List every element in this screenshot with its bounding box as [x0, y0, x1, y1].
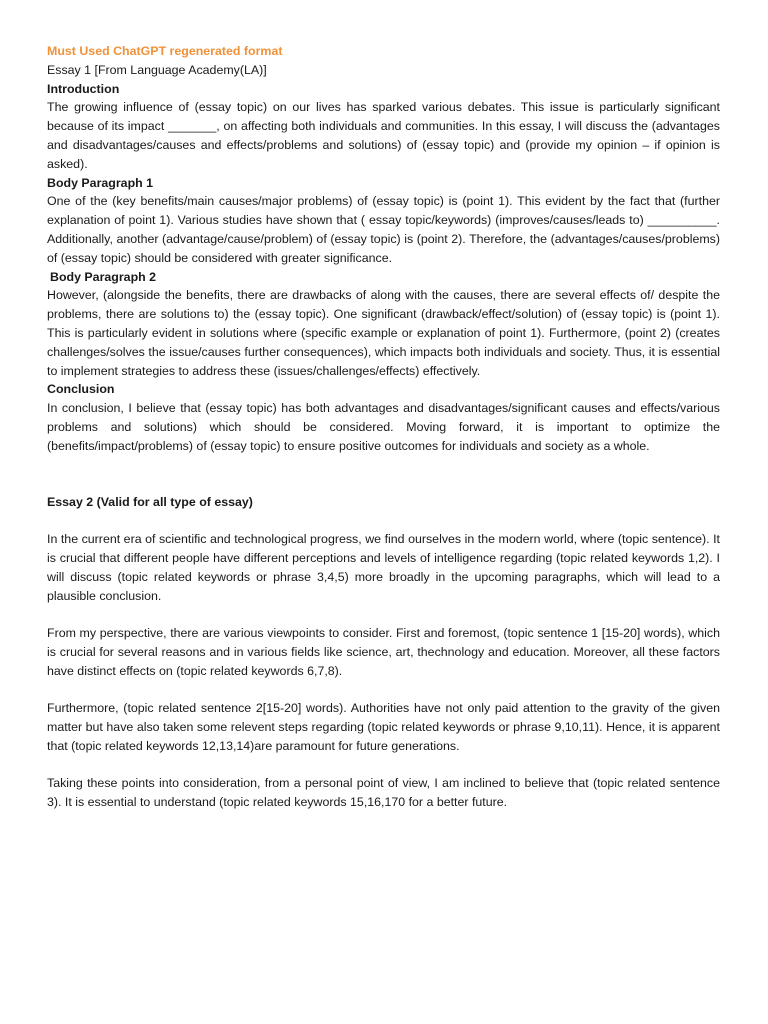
- essay1-conclusion-heading: Conclusion: [47, 382, 115, 397]
- spacer: [47, 681, 720, 700]
- document-title: Must Used ChatGPT regenerated format: [47, 44, 283, 58]
- essay1-body1-heading: Body Paragraph 1: [47, 175, 154, 190]
- essay1-intro-heading: Introduction: [47, 81, 120, 96]
- essay2-paragraph-3: Furthermore, (topic related sentence 2[15-20] words). Authorities have not only paid attention to the gravity of the given matter but have also taken some relevent steps regarding (topic related keywords or phrase 9,10,11). Hence, it is apparent that (topic related keywords 12,13,14)are paramount for future generations.: [47, 701, 720, 753]
- spacer: [47, 511, 720, 530]
- spacer: [47, 456, 720, 493]
- essay1-body2-text: However, (alongside the benefits, there are drawbacks of along with the causes, there are several effects of/ despite the problems, there are solutions to) the (essay topic). One significant (drawback/effect/solution) of (essay topic) is (point 1). This is particularly evident in solutions where (specific example or explanation of point 1). Furthermore, (point 2) (creates challenges/solves the issue/causes further consequences), which impacts both individuals and society. Thus, it is essential to implement strategies to address these (issues/challenges/effects) effectively.: [47, 288, 720, 378]
- essay2-paragraph-4: Taking these points into consideration, from a personal point of view, I am inclined to believe that (topic related sentence 3). It is essential to understand (topic related keywords 15,16,170 for a better future.: [47, 776, 720, 810]
- essay1-body1-text: One of the (key benefits/main causes/major problems) of (essay topic) is (point 1). This evident by the fact that (further explanation of point 1). Various studies have shown that ( essay topic/keywords) (improves/causes/leads to) __________. Additionally, another (advantage/cause/problem) of (essay topic) is (point 2). Therefore, the (advantages/causes/problems) of (essay topic) should be considered with greater significance.: [47, 194, 720, 265]
- essay1-intro-text: The growing influence of (essay topic) on our lives has sparked various debates. This issue is particularly significant because of its impact _______, on affecting both individuals and communities. In this essay, I will discuss the (advantages and disadvantages/causes and effects/problems and solutions) of (essay topic) and (provide my opinion – if opinion is asked).: [47, 100, 720, 171]
- spacer: [47, 756, 720, 775]
- essay2-paragraph-1: In the current era of scientific and technological progress, we find ourselves in the modern world, where (topic sentence). It is crucial that different people have different perceptions and levels of intelligence regarding (topic related keywords 1,2). I will discuss (topic related keywords or phrase 3,4,5) more broadly in the upcoming paragraphs, which will lead to a plausible conclusion.: [47, 532, 720, 603]
- essay1-body2-heading: Body Paragraph 2: [50, 269, 157, 284]
- essay1-label: Essay 1 [From Language Academy(LA)]: [47, 62, 267, 77]
- essay2-paragraph-2: From my perspective, there are various viewpoints to consider. First and foremost, (topic sentence 1 [15-20] words), which is crucial for several reasons and in various fields like science, art, thechnology and education. Moreover, all these factors have distinct effects on (topic related keywords 6,7,8).: [47, 626, 720, 678]
- spacer: [47, 605, 720, 624]
- essay1-conclusion-text: In conclusion, I believe that (essay topic) has both advantages and disadvantages/significant causes and effects/various problems and solutions) which should be considered. Moving forward, it is important to optimize the (benefits/impact/problems) of (essay topic) to ensure positive outcomes for individuals and society as a whole.: [47, 401, 720, 453]
- essay2-heading: Essay 2 (Valid for all type of essay): [47, 494, 253, 509]
